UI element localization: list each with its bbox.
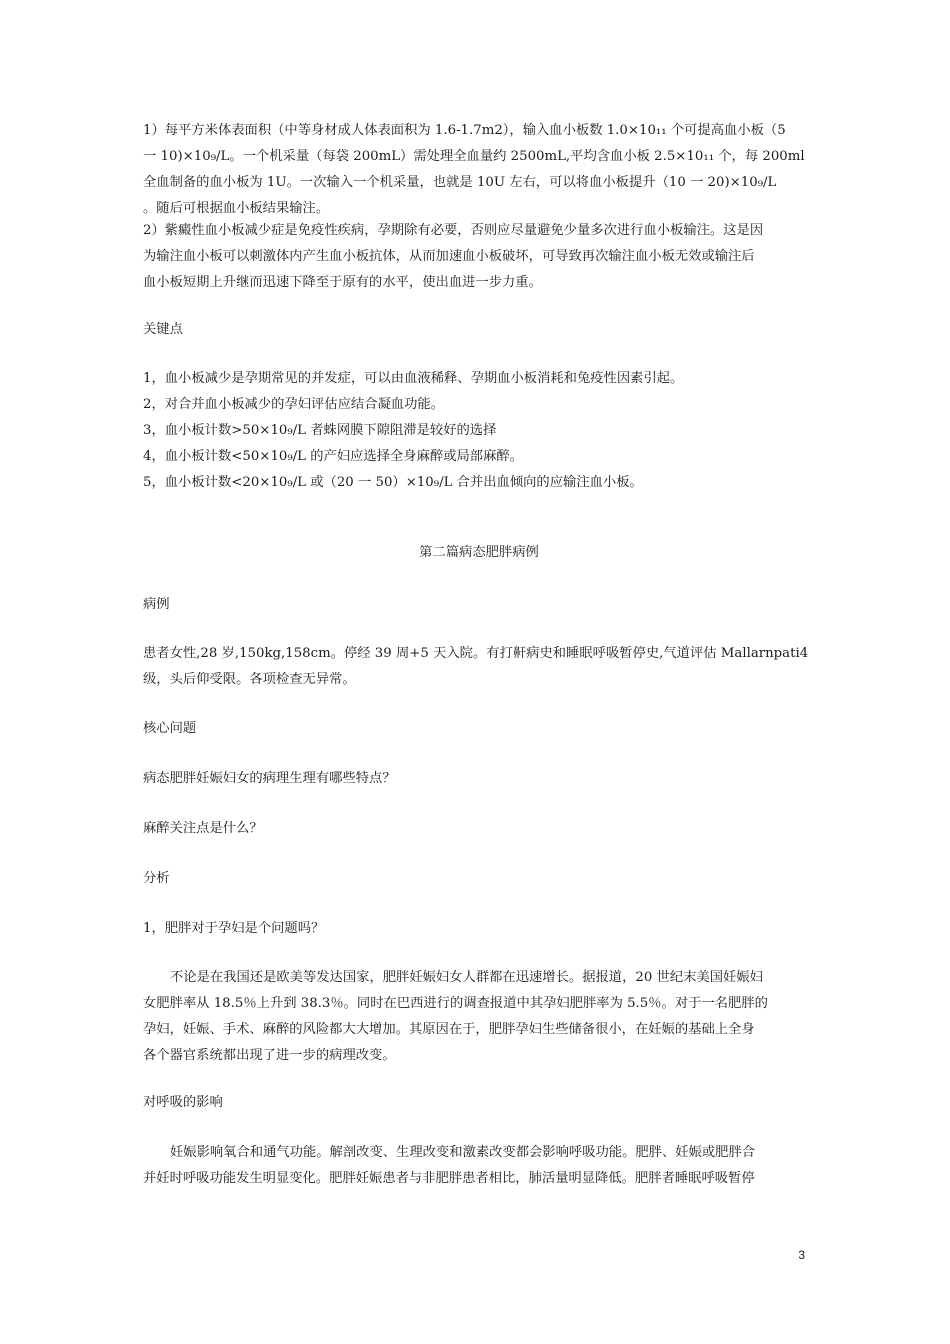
question-text: 1，肥胖对于孕妇是个问题吗？ [143,921,325,936]
heading-text: 核心问题 [143,721,197,736]
page-number: 3 [798,1248,805,1262]
core-question-1 [143,766,815,792]
text-line: 2）紫癜性血小板减少症是免疫性疾病，孕期除有必要，否则应尽量避免少量多次进行血小板输注。这是因 [143,223,764,238]
analysis-question-1 [143,916,815,942]
text-line: 女肥胖率从 18.5％上升到 38.3％。同时在巴西进行的调查报道中其孕妇肥胖率为 5.5％。对于一名肥胖的 [143,996,768,1011]
case-heading [143,592,815,618]
heading-text: 关键点 [143,322,183,337]
text-line: 级，头后仰受限。各项检查无异常。 [143,672,356,687]
key-points-list [143,366,815,496]
core-question-2 [143,816,815,842]
text-line: 血小板短期上升继而迅速下降至于原有的水平，使出血进一步力重。 [143,275,542,290]
heading-text: 对呼吸的影响 [143,1095,223,1110]
list-item: 1，血小板减少是孕期常见的并发症，可以由血液稀释、孕期血小板消耗和兔疫性因素引起。 [143,371,684,386]
text-line: 不论是在我国还是欧美等发达国家，肥胖妊娠妇女人群都在迅速增长。据报道，20 世纪末美国妊娠妇 [170,970,763,985]
text-line: 1）每平方米体表面积（中等身材成人体表面积为 1.6-1.7m2），输入血小板数 1.0×10₁₁ 个可提高血小板（5 [143,123,786,138]
text-line: 。随后可根据血小板结果输注。 [143,201,330,216]
heading-text: 分析 [143,871,170,886]
text-line: 各个器官系统都出现了进一步的病理改变。 [143,1048,396,1063]
case-description [143,641,815,693]
text-line: 患者女性,28 岁,150kg,158cm。停经 39 周+5 天入院。有打鼾病史和睡眠呼吸暂停史,气道评估 Mallarnpati4 [143,646,809,661]
list-item: 4，血小板计数<50×10₉/L 的产妇应选择全身麻醉或局部麻醉。 [143,449,523,464]
respiration-heading [143,1090,815,1116]
heading-text: 病例 [143,597,170,612]
question-text: 病态肥胖妊娠妇女的病理生理有哪些特点？ [143,771,396,786]
text-line: 妊娠影响氧合和通气功能。解剖改变、生理改变和激素改变都会影响呼吸功能。肥胖、妊娠或肥胖合 [170,1145,756,1160]
respiration-paragraph [143,1140,815,1192]
analysis-heading [143,866,815,892]
chapter-title [143,540,815,566]
core-heading [143,716,815,742]
text-line: 孕妇，妊娠、手术、麻醉的风险都大大增加。其原因在于，肥胖孕妇生些储备很小，在妊娠的基础上全身 [143,1022,755,1037]
text-line: 全血制备的血小板为 1U。一次输入一个机采量，也就是 10U 左右，可以将血小板提升（10 一 20)×10₉/L [143,175,777,190]
text-line: 为输注血小板可以刺激体内产生血小板抗体，从而加速血小板破坏，可导致再次输注血小板无效或输注后 [143,249,755,264]
list-item: 2，对合并血小板减少的孕妇评估应结合凝血功能。 [143,397,444,412]
key-points-heading [143,317,815,343]
question-text: 麻醉关注点是什么？ [143,821,263,836]
text-line: 并妊时呼吸功能发生明显变化。肥胖妊娠患者与非肥胖患者相比，肺活量明显降低。肥胖者睡眠呼吸暂停 [143,1171,755,1186]
list-item: 5，血小板计数<20×10₉/L 或（20 一 50）×10₉/L 合并出血倾向的应输注血小板。 [143,475,643,490]
transfusion-paragraph-1 [143,118,815,222]
analysis-paragraph [143,965,815,1069]
text-line: 一 10)×10₉/L。一个机采量（每袋 200mL）需处理全血量约 2500mL,平均含血小板 2.5×10₁₁ 个，每 200ml [143,149,805,164]
transfusion-paragraph-2 [143,218,815,296]
list-item: 3，血小板计数>50×10₉/L 者蛛网膜下隙阻滞是较好的选择 [143,423,497,438]
title-text: 第二篇病态肥胖病例 [419,545,539,560]
